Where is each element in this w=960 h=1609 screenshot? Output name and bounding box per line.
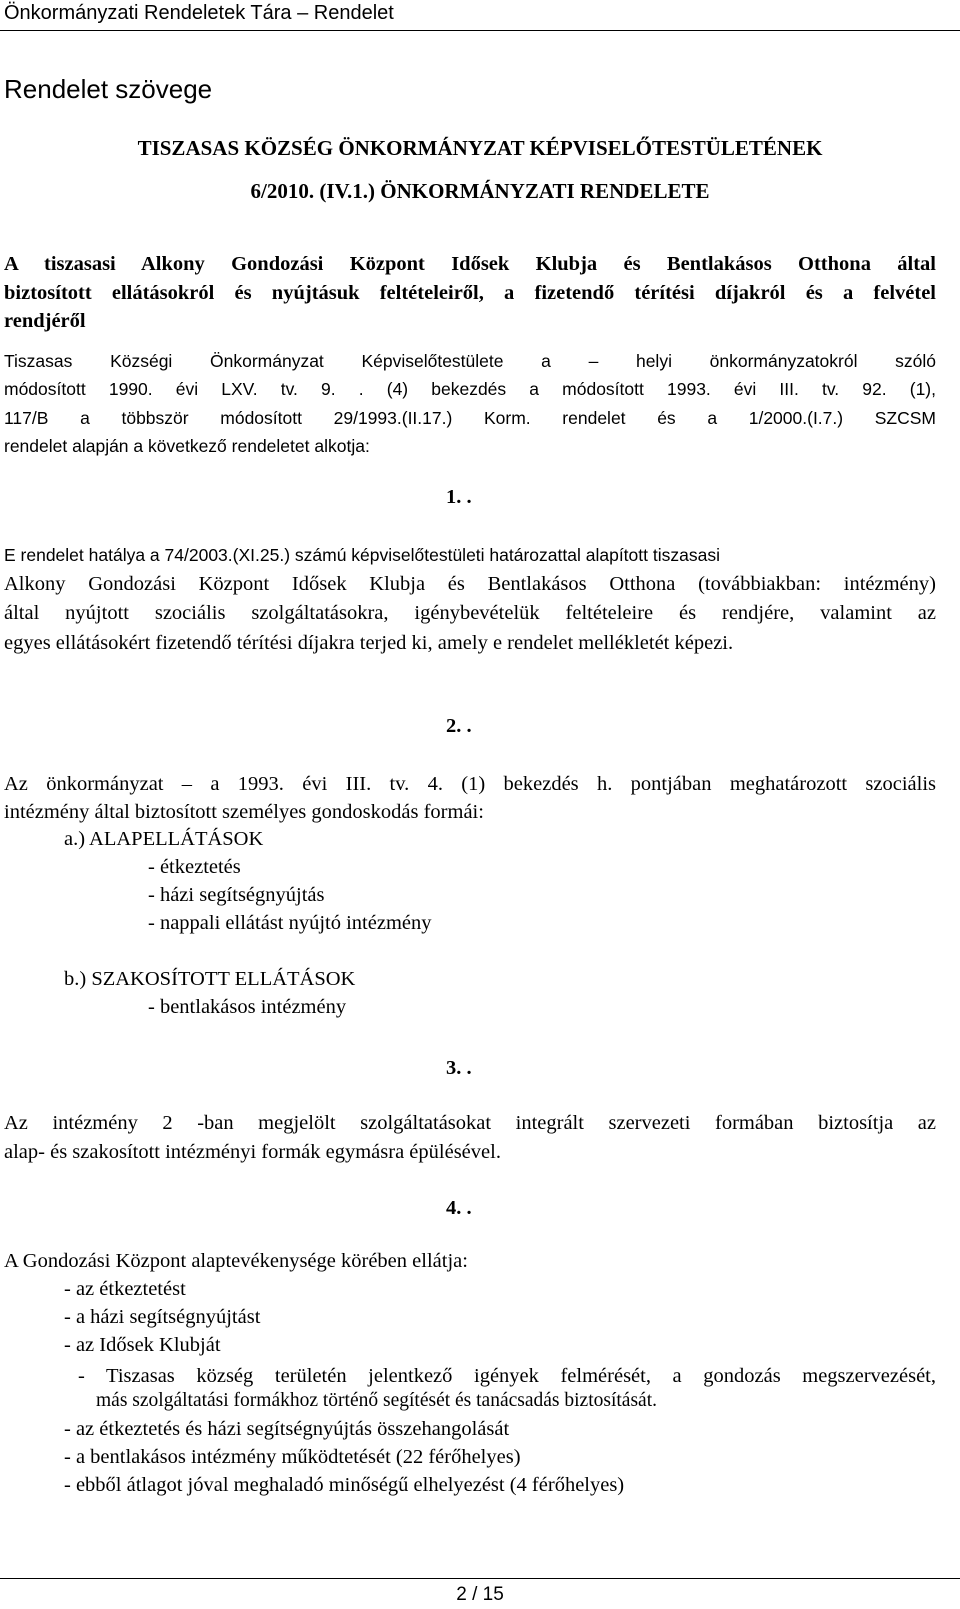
preamble-line-2: módosított 1990. évi LXV. tv. 9. . (4) bekezdés a módosított 1993. évi III. tv. 92. (1), <box>4 379 936 399</box>
page-number: 2 / 15 <box>456 1584 504 1605</box>
section-1-line-1: E rendelet hatálya a 74/2003.(XI.25.) számú képviselőtestületi határozattal alapított tiszasasi <box>4 545 720 565</box>
group-a-item: - házi segítségnyújtás <box>148 884 325 906</box>
section-title: Rendelet szövege <box>4 74 213 104</box>
section-4-item: - az étkeztetést <box>64 1278 186 1300</box>
section-2-line-2: intézmény által biztosított személyes gondoskodás formái: <box>4 801 484 823</box>
section-4-number: 4. . <box>446 1197 472 1219</box>
preamble-line-3: 117/B a többször módosított 29/1993.(II.17.) Korm. rendelet és a 1/2000.(I.7.) SZCSM <box>4 408 936 428</box>
section-2-line-1: Az önkormányzat – a 1993. évi III. tv. 4. (1) bekezdés h. pontjában meghatározott szociális <box>4 773 936 795</box>
section-1-line-3: által nyújtott szociális szolgáltatásokra, igénybevételük feltételeire és rendjére, valamint az <box>4 602 936 624</box>
subject-line-1: A tiszasasi Alkony Gondozási Központ Idősek Klubja és Bentlakásos Otthona által <box>4 253 936 275</box>
footer-divider <box>0 1578 960 1579</box>
subject-line-2: biztosított ellátásokról és nyújtásuk feltételeiről, a fizetendő térítési díjakról és a felvétel <box>4 282 936 304</box>
section-4-item: - a bentlakásos intézmény működtetését (22 férőhelyes) <box>64 1446 521 1468</box>
subject-line-3: rendjéről <box>4 310 86 332</box>
section-2-number: 2. . <box>446 715 472 737</box>
section-4-item: - a házi segítségnyújtást <box>64 1306 261 1328</box>
section-4-item: - ebből átlagot jóval meghaladó minőségű elhelyezést (4 férőhelyes) <box>64 1474 625 1496</box>
section-4-item: - Tiszasas község területén jelentkező igények felmérését, a gondozás megszervezését, <box>78 1365 936 1387</box>
header-title: Önkormányzati Rendeletek Tára – Rendelet <box>4 2 394 24</box>
group-a-item: - nappali ellátást nyújtó intézmény <box>148 912 432 934</box>
section-4-item: - az étkeztetés és házi segítségnyújtás összehangolását <box>64 1418 510 1440</box>
group-b-item: - bentlakásos intézmény <box>148 996 347 1018</box>
decree-title-line-2: 6/2010. (IV.1.) ÖNKORMÁNYZATI RENDELETE <box>250 179 710 203</box>
preamble-line-1: Tiszasas Községi Önkormányzat Képviselőtestülete a – helyi önkormányzatokról szóló <box>4 351 936 371</box>
section-4-item-continuation: más szolgáltatási formákhoz történő segítését és tanácsadás biztosítását. <box>96 1390 657 1411</box>
section-1-line-4: egyes ellátásokért fizetendő térítési díjakra terjed ki, amely e rendelet mellékletét képezi. <box>4 632 734 654</box>
group-a-heading: a.) ALAPELLÁTÁSOK <box>64 828 264 850</box>
group-b-heading: b.) SZAKOSÍTOTT ELLÁTÁSOK <box>64 968 356 990</box>
section-3-line-2: alap- és szakosított intézményi formák egymásra épülésével. <box>4 1141 501 1163</box>
section-4-item: - az Idősek Klubját <box>64 1334 221 1356</box>
preamble-line-4: rendelet alapján a következő rendeletet alkotja: <box>4 436 370 456</box>
header-divider <box>0 30 960 31</box>
section-3-number: 3. . <box>446 1057 472 1079</box>
section-1-number: 1. . <box>446 486 472 508</box>
decree-title-line-1: TISZASAS KÖZSÉG ÖNKORMÁNYZAT KÉPVISELŐTESTÜLETÉNEK <box>137 136 823 160</box>
section-4-intro: A Gondozási Központ alaptevékenysége körében ellátja: <box>4 1250 468 1272</box>
page-header <box>0 0 960 30</box>
section-1-line-2: Alkony Gondozási Központ Idősek Klubja és Bentlakásos Otthona (továbbiakban: intézmény) <box>4 573 936 595</box>
section-3-line-1: Az intézmény 2 -ban megjelölt szolgáltatásokat integrált szervezeti formában biztosítja az <box>4 1112 936 1134</box>
group-a-item: - étkeztetés <box>148 856 241 878</box>
